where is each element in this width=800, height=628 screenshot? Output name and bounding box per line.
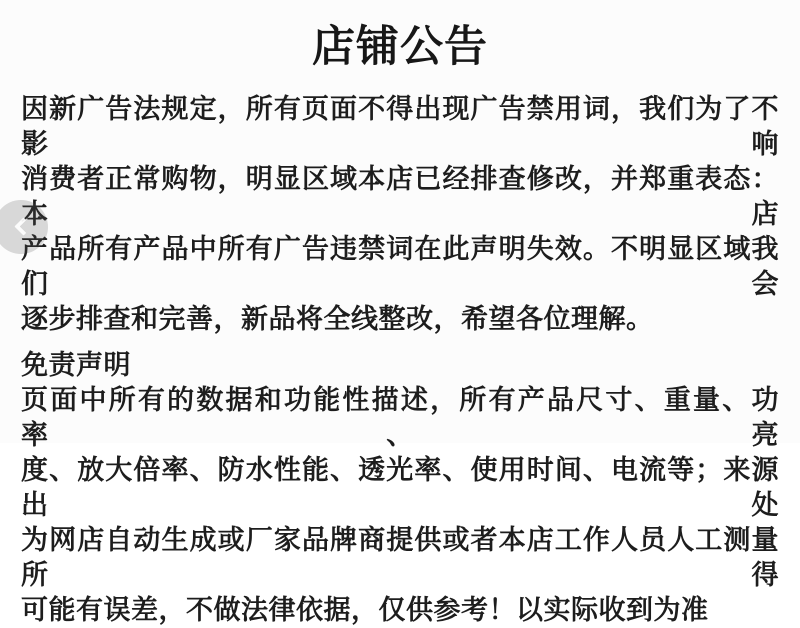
disclaimer-heading: 免责声明 bbox=[21, 350, 131, 380]
chevron-left-icon bbox=[14, 217, 32, 235]
disclaimer-line-3: 为网店自动生成或厂家品牌商提供或者本店工作人员人工测量所得 bbox=[21, 525, 779, 590]
announcement-line-1: 因新广告法规定，所有页面不得出现广告禁用词，我们为了不影响 bbox=[21, 94, 779, 159]
disclaimer-line-2: 度、放大倍率、防水性能、透光率、使用时间、电流等；来源出处 bbox=[21, 455, 779, 520]
announcement-paragraph bbox=[21, 92, 779, 337]
disclaimer-line-4: 可能有误差，不做法律依据，仅供参考！以实际收到为准 bbox=[21, 595, 709, 625]
disclaimer-line-1: 页面中所有的数据和功能性描述，所有产品尺寸、重量、功率、亮 bbox=[21, 385, 779, 450]
page-title: 店铺公告 bbox=[312, 23, 488, 71]
announcement-line-3: 产品所有产品中所有广告违禁词在此声明失效。不明显区域我们会 bbox=[21, 234, 779, 299]
announcement-line-4: 逐步排查和完善，新品将全线整改，希望各位理解。 bbox=[21, 304, 654, 334]
disclaimer-section bbox=[21, 348, 779, 628]
announcement-line-2: 消费者正常购物，明显区域本店已经排查修改，并郑重表态：本店 bbox=[21, 164, 779, 229]
